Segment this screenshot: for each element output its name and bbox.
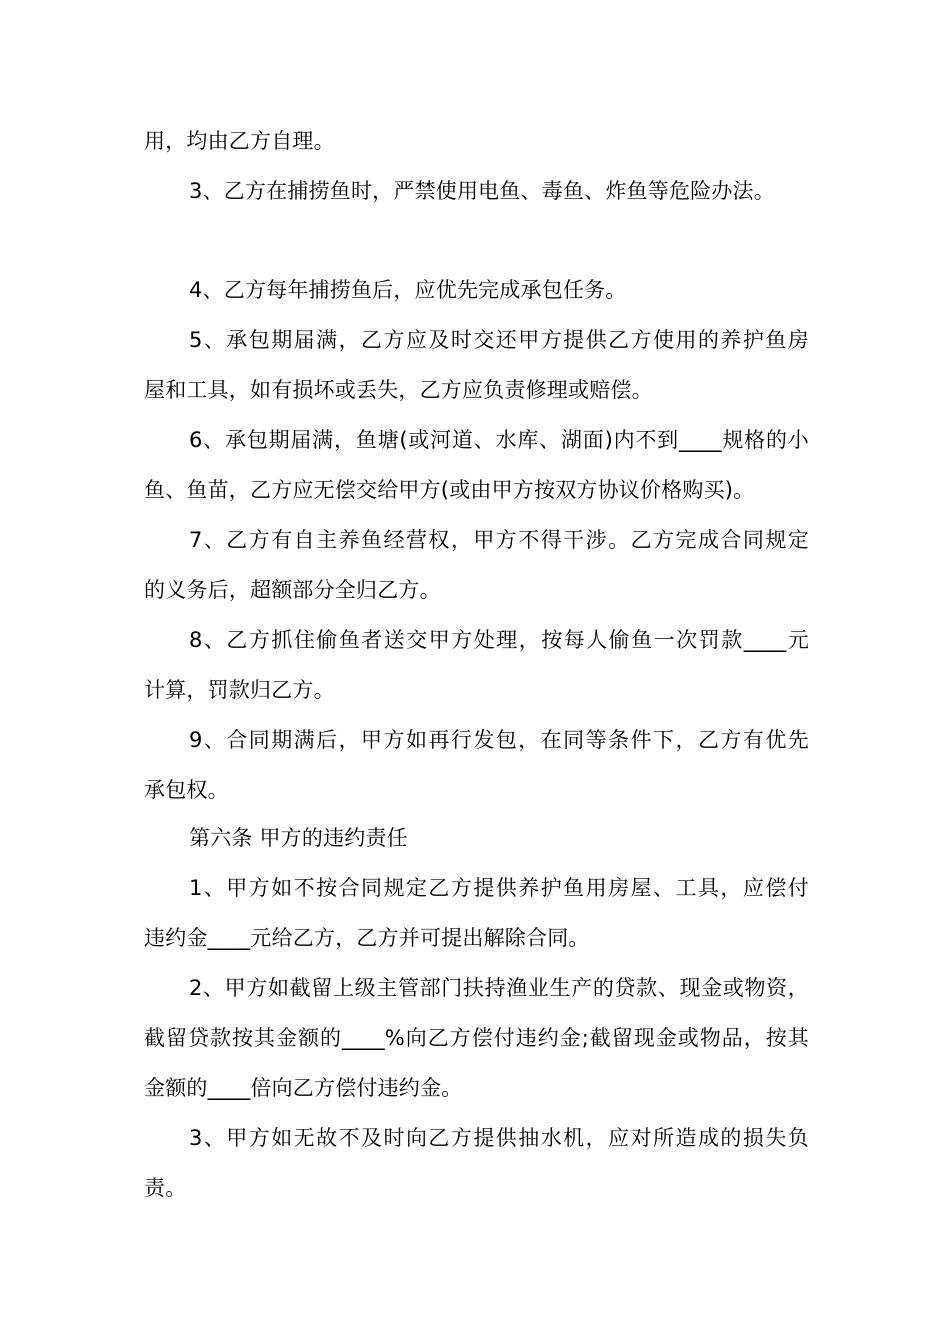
text-line-7: 鱼、鱼苗，乙方应无偿交给甲方(或由甲方按双方协议价格购买)。 [144, 478, 755, 502]
text-line-5: 屋和工具，如有损坏或丢失，乙方应负责修理或赔偿。 [144, 378, 653, 402]
text-line-9: 的义务后，超额部分全归乙方。 [144, 578, 441, 602]
text-line-12: 9、合同期满后，甲方如再行发包，在同等条件下，乙方有优先 [189, 728, 809, 752]
text-line-15: 1、甲方如不按合同规定乙方提供养护鱼用房屋、工具，应偿付 [189, 876, 809, 900]
text-line-16: 违约金____元给乙方，乙方并可提出解除合同。 [144, 926, 590, 950]
text-line-8: 7、乙方有自主养鱼经营权，甲方不得干涉。乙方完成合同规定 [189, 528, 809, 552]
text-line-6: 6、承包期届满，鱼塘(或河道、水库、湖面)内不到____规格的小 [189, 428, 809, 452]
section-heading: 第六条 甲方的违约责任 [189, 826, 408, 850]
text-line-2: 3、乙方在捕捞鱼时，严禁使用电鱼、毒鱼、炸鱼等危险办法。 [189, 179, 775, 203]
text-line-18: 截留贷款按其金额的____%向乙方偿付违约金;截留现金或物品，按其 [144, 1026, 809, 1050]
text-line-4: 5、承包期届满，乙方应及时交还甲方提供乙方使用的养护鱼房 [189, 328, 809, 352]
text-line-19: 金额的____倍向乙方偿付违约金。 [144, 1076, 463, 1100]
text-line-13: 承包权。 [144, 778, 229, 802]
text-line-10: 8、乙方抓住偷鱼者送交甲方处理，按每人偷鱼一次罚款____元 [189, 628, 809, 652]
text-line-1: 用，均由乙方自理。 [144, 129, 335, 153]
text-line-21: 责。 [144, 1176, 187, 1200]
text-line-17: 2、甲方如截留上级主管部门扶持渔业生产的贷款、现金或物资， [189, 976, 809, 1000]
text-line-11: 计算，罚款归乙方。 [144, 678, 335, 702]
text-line-20: 3、甲方如无故不及时向乙方提供抽水机，应对所造成的损失负 [189, 1126, 809, 1150]
text-line-3: 4、乙方每年捕捞鱼后，应优先完成承包任务。 [189, 278, 627, 302]
